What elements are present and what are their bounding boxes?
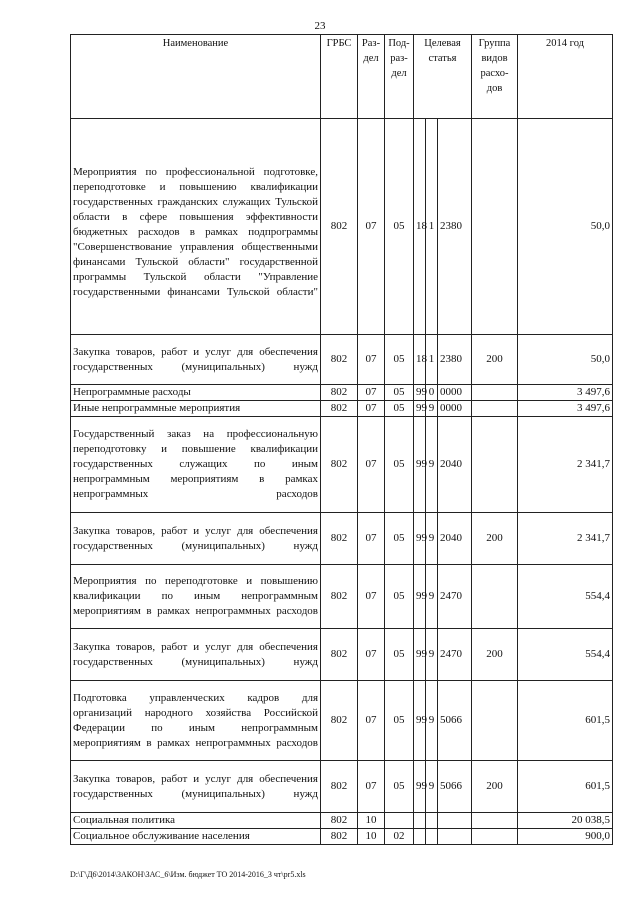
page-number: 23 xyxy=(314,20,326,32)
cell-expense-group xyxy=(472,385,518,401)
cell-target-program: 99 xyxy=(414,565,426,629)
table-row xyxy=(71,681,613,761)
cell-razdel: 07 xyxy=(358,417,385,513)
cell-name: Государственный заказ на профессиональную переподготовку и повышение квалификации государственных служащих по иным непрограммным мероприятиям в рамках непрограммных расходов xyxy=(71,417,321,513)
cell-target-program: 99 xyxy=(414,513,426,565)
cell-razdel: 07 xyxy=(358,681,385,761)
header-name: Наименование xyxy=(71,35,321,119)
cell-target-code: 0000 xyxy=(438,401,472,417)
cell-amount-2014: 2 341,7 xyxy=(518,513,613,565)
cell-target-subprogram: 0 xyxy=(426,385,438,401)
table-row xyxy=(71,513,613,565)
cell-name: Иные непрограммные мероприятия xyxy=(71,401,321,417)
cell-expense-group: 200 xyxy=(472,629,518,681)
cell-grbs: 802 xyxy=(321,513,358,565)
cell-podrazdel: 02 xyxy=(385,829,414,845)
cell-amount-2014: 3 497,6 xyxy=(518,401,613,417)
cell-expense-group xyxy=(472,119,518,335)
cell-target-code: 2470 xyxy=(438,629,472,681)
cell-amount-2014: 601,5 xyxy=(518,761,613,813)
cell-podrazdel: 05 xyxy=(385,629,414,681)
cell-target-subprogram xyxy=(426,829,438,845)
cell-amount-2014: 2 341,7 xyxy=(518,417,613,513)
cell-target-code xyxy=(438,829,472,845)
header-target: Целевая статья xyxy=(414,35,472,119)
cell-razdel: 07 xyxy=(358,761,385,813)
table-row xyxy=(71,565,613,629)
cell-target-subprogram: 1 xyxy=(426,335,438,385)
cell-grbs: 802 xyxy=(321,417,358,513)
cell-razdel: 07 xyxy=(358,401,385,417)
cell-target-code xyxy=(438,813,472,829)
table-row xyxy=(71,629,613,681)
cell-razdel: 07 xyxy=(358,385,385,401)
cell-grbs: 802 xyxy=(321,565,358,629)
cell-podrazdel: 05 xyxy=(385,681,414,761)
cell-target-program: 99 xyxy=(414,629,426,681)
cell-name: Закупка товаров, работ и услуг для обеспечения государственных (муниципальных) нужд xyxy=(71,761,321,813)
cell-razdel: 07 xyxy=(358,629,385,681)
cell-razdel: 10 xyxy=(358,829,385,845)
cell-target-code: 2470 xyxy=(438,565,472,629)
cell-razdel: 07 xyxy=(358,119,385,335)
cell-amount-2014: 601,5 xyxy=(518,681,613,761)
cell-target-code: 2040 xyxy=(438,513,472,565)
footer-file-path: D:\Г\Д6\2014\ЗАКОН\ЗАС_6\Изм. бюджет ТО 2014-2016_3 чт\pr5.xls xyxy=(70,870,306,879)
table-row xyxy=(71,417,613,513)
cell-grbs: 802 xyxy=(321,681,358,761)
table-row xyxy=(71,119,613,335)
header-podrazdel: Под-раз-дел xyxy=(385,35,414,119)
table-row xyxy=(71,385,613,401)
table-row xyxy=(71,813,613,829)
cell-grbs: 802 xyxy=(321,385,358,401)
cell-target-subprogram: 9 xyxy=(426,401,438,417)
cell-grbs: 802 xyxy=(321,813,358,829)
cell-target-subprogram: 9 xyxy=(426,565,438,629)
cell-podrazdel: 05 xyxy=(385,385,414,401)
cell-target-program: 18 xyxy=(414,119,426,335)
cell-grbs: 802 xyxy=(321,629,358,681)
cell-target-program: 99 xyxy=(414,385,426,401)
cell-target-program: 99 xyxy=(414,681,426,761)
header-group: Группа видов расхо-дов xyxy=(472,35,518,119)
cell-razdel: 10 xyxy=(358,813,385,829)
table-row xyxy=(71,829,613,845)
cell-podrazdel xyxy=(385,813,414,829)
cell-expense-group: 200 xyxy=(472,513,518,565)
budget-table xyxy=(70,34,613,845)
cell-name: Закупка товаров, работ и услуг для обеспечения государственных (муниципальных) нужд xyxy=(71,629,321,681)
header-row xyxy=(71,35,613,119)
cell-name: Непрограммные расходы xyxy=(71,385,321,401)
cell-expense-group xyxy=(472,401,518,417)
cell-name: Подготовка управленческих кадров для организаций народного хозяйства Российской Федерации по иным непрограммным мероприятиям в рамках непрограммных расходов xyxy=(71,681,321,761)
cell-target-subprogram: 9 xyxy=(426,629,438,681)
header-razdel: Раз-дел xyxy=(358,35,385,119)
cell-expense-group: 200 xyxy=(472,761,518,813)
cell-target-code: 2040 xyxy=(438,417,472,513)
cell-target-subprogram: 9 xyxy=(426,761,438,813)
header-grbs: ГРБС xyxy=(321,35,358,119)
cell-grbs: 802 xyxy=(321,401,358,417)
table-row xyxy=(71,401,613,417)
cell-razdel: 07 xyxy=(358,513,385,565)
cell-expense-group: 200 xyxy=(472,335,518,385)
cell-name: Мероприятия по профессиональной подготовке, переподготовке и повышению квалификации государственных гражданских служащих Тульской области в сфере повышения эффективности бюджетных расходов в рамках подпрограммы "Совершенствование управления общественными финансами Тульской области" государственной программы Тульской области "Управление государственными финансами Тульской области" xyxy=(71,119,321,335)
cell-target-code: 2380 xyxy=(438,119,472,335)
cell-name: Социальное обслуживание населения xyxy=(71,829,321,845)
cell-grbs: 802 xyxy=(321,335,358,385)
cell-target-subprogram: 9 xyxy=(426,417,438,513)
cell-expense-group xyxy=(472,829,518,845)
cell-podrazdel: 05 xyxy=(385,401,414,417)
table-row xyxy=(71,761,613,813)
cell-amount-2014: 554,4 xyxy=(518,629,613,681)
cell-razdel: 07 xyxy=(358,335,385,385)
cell-podrazdel: 05 xyxy=(385,335,414,385)
cell-amount-2014: 554,4 xyxy=(518,565,613,629)
cell-target-code: 2380 xyxy=(438,335,472,385)
cell-target-subprogram: 1 xyxy=(426,119,438,335)
cell-name: Социальная политика xyxy=(71,813,321,829)
cell-expense-group xyxy=(472,813,518,829)
cell-target-subprogram xyxy=(426,813,438,829)
cell-razdel: 07 xyxy=(358,565,385,629)
cell-target-program xyxy=(414,813,426,829)
cell-amount-2014: 900,0 xyxy=(518,829,613,845)
cell-expense-group xyxy=(472,681,518,761)
table-row xyxy=(71,335,613,385)
cell-target-program xyxy=(414,829,426,845)
cell-expense-group xyxy=(472,417,518,513)
cell-podrazdel: 05 xyxy=(385,565,414,629)
cell-grbs: 802 xyxy=(321,119,358,335)
cell-amount-2014: 3 497,6 xyxy=(518,385,613,401)
cell-podrazdel: 05 xyxy=(385,417,414,513)
cell-amount-2014: 20 038,5 xyxy=(518,813,613,829)
cell-grbs: 802 xyxy=(321,761,358,813)
cell-target-program: 99 xyxy=(414,401,426,417)
header-year: 2014 год xyxy=(518,35,613,119)
cell-podrazdel: 05 xyxy=(385,119,414,335)
cell-podrazdel: 05 xyxy=(385,761,414,813)
cell-target-code: 5066 xyxy=(438,761,472,813)
cell-name: Мероприятия по переподготовке и повышению квалификации по иным непрограммным мероприятиям в рамках непрограммных расходов xyxy=(71,565,321,629)
cell-amount-2014: 50,0 xyxy=(518,119,613,335)
cell-target-program: 99 xyxy=(414,417,426,513)
cell-target-code: 0000 xyxy=(438,385,472,401)
cell-name: Закупка товаров, работ и услуг для обеспечения государственных (муниципальных) нужд xyxy=(71,335,321,385)
cell-podrazdel: 05 xyxy=(385,513,414,565)
cell-target-code: 5066 xyxy=(438,681,472,761)
cell-target-subprogram: 9 xyxy=(426,513,438,565)
cell-grbs: 802 xyxy=(321,829,358,845)
cell-expense-group xyxy=(472,565,518,629)
cell-target-program: 99 xyxy=(414,761,426,813)
cell-target-subprogram: 9 xyxy=(426,681,438,761)
cell-target-program: 18 xyxy=(414,335,426,385)
cell-name: Закупка товаров, работ и услуг для обеспечения государственных (муниципальных) нужд xyxy=(71,513,321,565)
cell-amount-2014: 50,0 xyxy=(518,335,613,385)
